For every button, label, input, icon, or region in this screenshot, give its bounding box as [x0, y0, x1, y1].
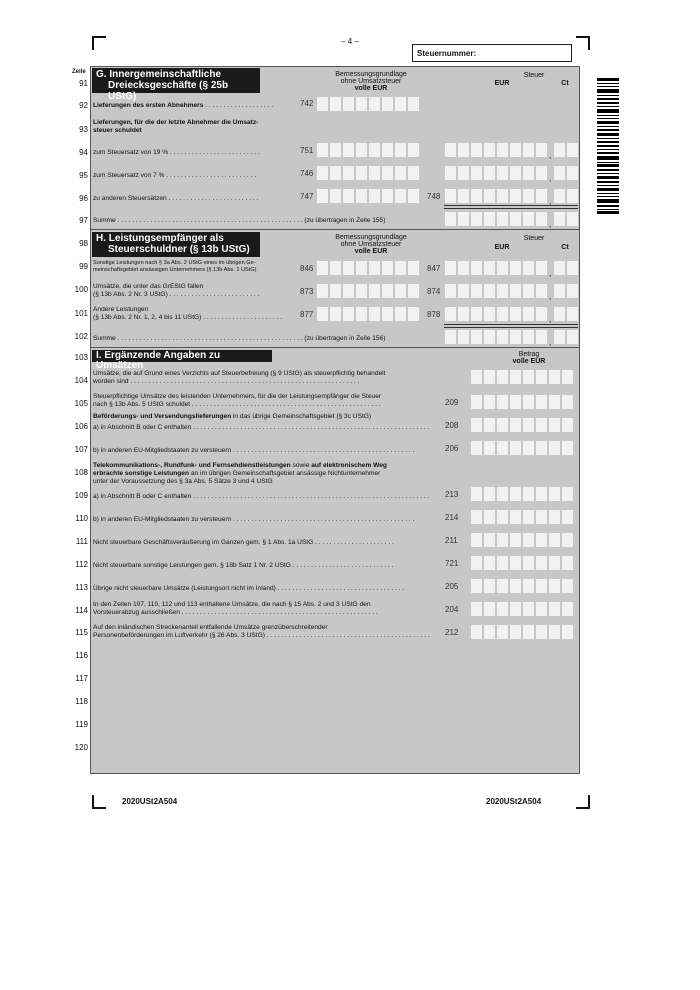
field-751-tax-input[interactable]: [445, 143, 578, 157]
field-212-input[interactable]: [471, 625, 573, 639]
section-g-title-line2: Dreiecksgeschäfte (§ 25b UStG): [108, 80, 229, 102]
row-92-label: Lieferungen des ersten Abnehmers . . . . . . . . . . . . . . . . . . .: [93, 102, 274, 109]
zeile-header: Zeile: [72, 69, 86, 75]
row-101-label: Andere Leistungen (§ 13b Abs. 2 Nr. 1, 2, 4 bis 11 UStG) . . . . . . . . . . . . . . . . . . . . . .: [93, 306, 282, 321]
field-742-input[interactable]: [317, 97, 419, 111]
form-code-right: 2020USt2A504: [486, 797, 542, 806]
section-h-eur-header: EUR: [494, 244, 510, 251]
page-number: – 4 –: [341, 37, 359, 46]
row-number: 111: [75, 537, 88, 546]
field-746-input[interactable]: [317, 166, 419, 180]
field-846-input[interactable]: [317, 261, 419, 275]
row-94-label: zum Steuersatz von 19 % . . . . . . . . . . . . . . . . . . . . . . . . .: [93, 149, 260, 156]
field-code-206: 206: [445, 444, 459, 453]
section-h-ct-header: Ct: [561, 244, 569, 251]
row-number: 99: [79, 262, 88, 271]
row-number: 94: [79, 148, 88, 157]
field-874-input[interactable]: [445, 284, 578, 298]
field-code-742: 742: [300, 99, 314, 108]
row-104-label: Umsätze, die auf Grund eines Verzichts auf Steuerbefreiung (§ 9 UStG) als steuerpflichtig behandelt worden sind . . . . . . . . . . . . . . . . . . . . . . . . . . . . . . . . . . . . . . . . . . . . . . . . . . . . . . . . . . . . . . .: [93, 370, 386, 385]
field-204-input[interactable]: [471, 602, 573, 616]
field-code-877: 877: [300, 310, 314, 319]
section-h-title: [92, 232, 260, 257]
field-213-input[interactable]: [471, 487, 573, 501]
section-h-title-line2: Steuerschuldner (§ 13b UStG): [108, 244, 250, 255]
field-747-input[interactable]: [317, 189, 419, 203]
field-847-input[interactable]: [445, 261, 578, 275]
row-102-label: Summe . . . . . . . . . . . . . . . . . . . . . . . . . . . . . . . . . . . . . . . . . . . . . . . . . . . (zu übertragen in Zeile 156): [93, 335, 386, 342]
section-h-tax-header: Steuer: [523, 235, 545, 242]
field-code-751: 751: [300, 146, 314, 155]
field-code-747: 747: [300, 192, 314, 201]
row-number: 106: [74, 422, 88, 431]
row-99-label: Sonstige Leistungen nach § 3a Abs. 2 UStG eines im übrigen Ge- meinschaftsgebiet ansässigen Unternehmers (§ 13b Abs. 1 UStG): [93, 260, 257, 273]
corner-mark-bottom-left: [92, 795, 106, 809]
row-number: 107: [74, 445, 88, 454]
section-h-title-line1: H. Leistungsempfänger als: [96, 233, 224, 244]
row-number: 95: [79, 171, 88, 180]
row-96-label: zu anderen Steuersätzen . . . . . . . . . . . . . . . . . . . . . . . . .: [93, 195, 259, 202]
comma-separator: ,: [549, 315, 552, 324]
row-95-label: zum Steuersatz von 7 % . . . . . . . . . . . . . . . . . . . . . . . . .: [93, 172, 257, 179]
field-721-input[interactable]: [471, 556, 573, 570]
row-number: 116: [75, 651, 88, 660]
field-code-721: 721: [445, 559, 459, 568]
row-number: 120: [74, 743, 88, 752]
corner-mark-bottom-right: [576, 795, 590, 809]
field-877-input[interactable]: [317, 307, 419, 321]
field-206-input[interactable]: [471, 441, 573, 455]
row-109-label: a) in Abschnitt B oder C enthalten . . . . . . . . . . . . . . . . . . . . . . . . . . . . . . . . . . . . . . . . . . . . . . . . . . . . . . . . . . . . . . . . .: [93, 493, 430, 500]
row-number: 112: [75, 560, 88, 569]
field-208-input[interactable]: [471, 418, 573, 432]
corner-mark-top-right: [576, 36, 590, 50]
steuernummer-field[interactable]: Steuernummer:: [412, 44, 572, 62]
section-h-base-header: Bemessungsgrundlage ohne Umsatzsteuer volle EUR: [335, 234, 407, 255]
row-number: 109: [74, 491, 88, 500]
field-code-847: 847: [427, 264, 441, 273]
field-code-214: 214: [445, 513, 459, 522]
section-i-title: I. Ergänzende Angaben zu Umsätzen: [92, 350, 272, 362]
field-code-211: 211: [445, 536, 458, 545]
comma-separator: ,: [549, 174, 552, 183]
row-number: 103: [74, 353, 88, 362]
row-number: 117: [75, 674, 88, 683]
field-code-846: 846: [300, 264, 314, 273]
row-107-label: b) in anderen EU-Mitgliedstaaten zu versteuern . . . . . . . . . . . . . . . . . . . . . . . . . . . . . . . . . . . . . . . . . . . . . . . . . .: [93, 447, 415, 454]
field-214-input[interactable]: [471, 510, 573, 524]
row-93-label: Lieferungen, für die der letzte Abnehmer die Umsatz- steuer schuldet: [93, 119, 259, 134]
field-878-input[interactable]: [445, 307, 578, 321]
row-114-label: In den Zeilen 107, 110, 112 und 113 enthaltene Umsätze, die nach § 15 Abs. 2 und 3 UStG den Vorsteuerabzug ausschließen . . . . . . . . . . . . . . . . . . . . . . . . . . . . . . . . . . . . . . . . . . . . . . . . . . . . . .: [93, 601, 378, 616]
row-number: 110: [75, 514, 88, 523]
field-code-205: 205: [445, 582, 459, 591]
section-i-amount-header: Betrag volle EUR: [512, 351, 546, 365]
row-number: 92: [79, 101, 88, 110]
field-code-212: 212: [445, 628, 459, 637]
row-111-label: Nicht steuerbare Geschäftsveräußerung im Ganzen gem. § 1 Abs. 1a UStG . . . . . . . . . . . . . . . . . . . . . .: [93, 539, 394, 546]
row-number: 115: [75, 628, 88, 637]
comma-separator: ,: [549, 269, 552, 278]
section-g-base-header: Bemessungsgrundlage ohne Umsatzsteuer volle EUR: [335, 71, 407, 92]
field-code-878: 878: [427, 310, 441, 319]
row-105-label: Steuerpflichtige Umsätze des leistenden Unternehmers, für die der Leistungsempfänger die Steuer nach § 13b Abs. 5 UStG schuldet . . . . . . . . . . . . . . . . . . . . . . . . . . . . . . . . . . . . . . . . . . . . . . . . . . . .: [93, 393, 382, 408]
field-code-208: 208: [445, 421, 459, 430]
row-97-label: Summe . . . . . . . . . . . . . . . . . . . . . . . . . . . . . . . . . . . . . . . . . . . . . . . . . . . (zu übertragen in Zeile 155): [93, 217, 386, 224]
sum-rule: [444, 324, 578, 328]
row-number: 97: [79, 216, 88, 225]
row-number: 119: [75, 720, 88, 729]
barcode: [597, 78, 619, 216]
divider-g-h: [90, 229, 580, 230]
row-number: 98: [79, 239, 88, 248]
field-code-213: 213: [445, 490, 459, 499]
row-number: 93: [79, 125, 88, 134]
row-number: 113: [75, 583, 88, 592]
comma-separator: ,: [549, 220, 552, 229]
field-209-input[interactable]: [471, 395, 573, 409]
section-g-title: [92, 68, 260, 102]
row-108-label: Telekommunikations-, Rundfunk- und Fernsehdienstleistungen sowie auf elektronischem Weg erbrachte sonstige Leistungen an im übrigen Gemeinschaftsgebiet ansässige Nichtunternehmer unter der Voraussetzung des § 3a Abs. 5 Sätze 3 und 4 UStG: [93, 462, 387, 485]
row-number: 108: [74, 468, 88, 477]
row-106-label: Beförderungs- und Versendungslieferungen in das übrige Gemeinschaftsgebiet (§ 3c UStG) a) in Abschnitt B oder C enthalten . . . . . . . . . . . . . . . . . . . . . . . . . . . . . . . . . . . . . . . . . . . . . . . . . . . . . . . . . . . . . . . . .: [93, 413, 430, 431]
row-113-label: Übrige nicht steuerbare Umsätze (Leistungsort nicht im Inland) . . . . . . . . . . . . . . . . . . . . . . . . . . . . . . . . . . .: [93, 585, 405, 592]
row-110-label: b) in anderen EU-Mitgliedstaaten zu versteuern . . . . . . . . . . . . . . . . . . . . . . . . . . . . . . . . . . . . . . . . . . . . . . . . . .: [93, 516, 415, 523]
row-number: 101: [74, 309, 88, 318]
field-code-748: 748: [427, 192, 441, 201]
comma-separator: ,: [549, 292, 552, 301]
form-code-left: 2020USt2A504: [122, 797, 178, 806]
field-751-input[interactable]: [317, 143, 419, 157]
comma-separator: ,: [549, 151, 552, 160]
field-873-input[interactable]: [317, 284, 419, 298]
comma-separator: ,: [549, 338, 552, 347]
field-code-874: 874: [427, 287, 441, 296]
section-g-title-line1: G. Innergemeinschaftliche: [96, 69, 222, 80]
row-number: 105: [74, 399, 88, 408]
summe-h-input[interactable]: [445, 330, 578, 344]
field-205-input[interactable]: [471, 579, 573, 593]
row-number: 100: [74, 285, 88, 294]
section-g-eur-header: EUR: [494, 80, 510, 87]
section-g-tax-header: Steuer: [523, 72, 545, 79]
field-104-input[interactable]: [471, 370, 573, 384]
field-code-209: 209: [445, 398, 459, 407]
row-115-label: Auf den inländischen Streckenanteil entfallende Umsätze grenzüberschreitender Personenbeförderungen im Luftverkehr (§ 26 Abs. 3 UStG) . . . . . . . . . . . . . . . . . . . . . . . . . . . . . . . . . . . . . . . . . . . . .: [93, 624, 430, 639]
field-code-873: 873: [300, 287, 314, 296]
row-number: 96: [79, 194, 88, 203]
summe-g-input[interactable]: [445, 212, 578, 226]
row-number: 91: [79, 79, 88, 88]
field-211-input[interactable]: [471, 533, 573, 547]
corner-mark-top-left: [92, 36, 106, 50]
row-100-label: Umsätze, die unter das GrEStG fallen (§ 13b Abs. 2 Nr. 3 UStG) . . . . . . . . . . . . . . . . . . . . . . . . .: [93, 283, 260, 298]
field-746-tax-input[interactable]: [445, 166, 578, 180]
field-748-input[interactable]: [445, 189, 578, 203]
row-112-label: Nicht steuerbare sonstige Leistungen gem. § 18b Satz 1 Nr. 2 UStG . . . . . . . . . . . . . . . . . . . . . . . . . . . .: [93, 562, 394, 569]
field-code-746: 746: [300, 169, 314, 178]
row-number: 118: [75, 697, 88, 706]
row-number: 102: [74, 332, 88, 341]
section-g-ct-header: Ct: [561, 80, 569, 87]
row-number: 114: [75, 606, 88, 615]
sum-rule: [444, 205, 578, 209]
comma-separator: ,: [549, 197, 552, 206]
divider-h-i: [90, 347, 580, 348]
field-code-204: 204: [445, 605, 459, 614]
row-number: 104: [74, 376, 88, 385]
